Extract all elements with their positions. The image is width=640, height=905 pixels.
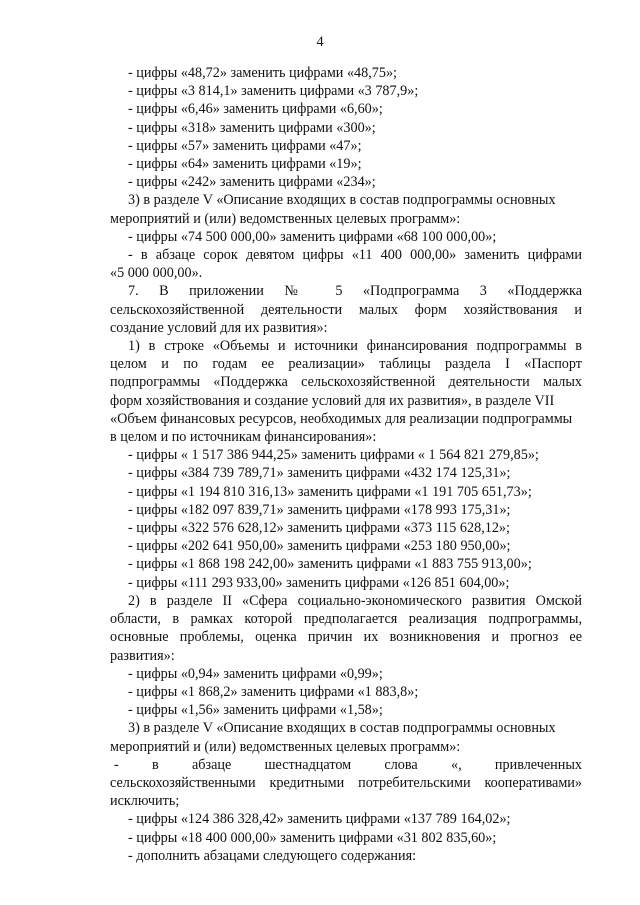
text-line: «Объем финансовых ресурсов, необходимых для реализации подпрограммы (110, 410, 573, 427)
text-line: - цифры «202 641 950,00» заменить цифрами «253 180 950,00»; (128, 538, 511, 555)
text-line: развития»: (110, 647, 175, 664)
text-line: форм хозяйствования и создание условий для их развития», в разделе VII (110, 392, 555, 409)
document-body (110, 64, 582, 865)
text-line: области, в рамках которой предполагается реализация подпрограммы, (110, 611, 582, 628)
text-line: мероприятий и (или) ведомственных целевых программ»: (110, 210, 461, 227)
text-line: сельскохозяйственной деятельности малых форм хозяйствования и (110, 301, 582, 318)
text-line: - цифры «18 400 000,00» заменить цифрами «31 802 835,60»; (128, 829, 497, 846)
text-line: исключить; (110, 793, 180, 810)
text-line: - цифры «124 386 328,42» заменить цифрами «137 789 164,02»; (128, 811, 511, 828)
text-line: - цифры «57» заменить цифрами «47»; (128, 137, 362, 154)
text-line: - цифры «1 194 810 316,13» заменить цифрами «1 191 705 651,73»; (128, 483, 532, 500)
text-line: 7. В приложении № 5 «Подпрограмма 3 «Поддержка (128, 283, 582, 300)
text-line: создание условий для их развития»: (110, 319, 328, 336)
text-line: - цифры «111 293 933,00» заменить цифрами «126 851 604,00»; (128, 574, 510, 591)
text-line: - цифры « 1 517 386 944,25» заменить цифрами « 1 564 821 279,85»; (128, 447, 539, 464)
text-line: - в абзаце сорок девятом цифры «11 400 000,00» заменить цифрами (128, 247, 582, 264)
text-line: - цифры «384 739 789,71» заменить цифрами «432 174 125,31»; (128, 465, 511, 482)
text-line: - цифры «322 576 628,12» заменить цифрами «373 115 628,12»; (128, 520, 510, 537)
text-line: - цифры «318» заменить цифрами «300»; (128, 119, 376, 136)
text-line: 2) в разделе II «Сфера социально-экономического развития Омской (128, 592, 582, 609)
text-line: подпрограммы «Поддержка сельскохозяйственной деятельности малых (110, 374, 582, 391)
text-line: основные проблемы, оценка причин их возникновения и прогноз ее (110, 629, 582, 646)
text-line: в целом и по источникам финансирования»: (110, 429, 377, 446)
text-line: - цифры «242» заменить цифрами «234»; (128, 174, 376, 191)
text-line: - цифры «0,94» заменить цифрами «0,99»; (128, 665, 383, 682)
text-line: целом и по годам ее реализации» таблицы раздела I «Паспорт (110, 356, 582, 373)
text-line: - цифры «64» заменить цифрами «19»; (128, 156, 362, 173)
text-line: - цифры «74 500 000,00» заменить цифрами «68 100 000,00»; (128, 228, 497, 245)
text-line: - дополнить абзацами следующего содержания: (128, 847, 417, 864)
text-line: 3) в разделе V «Описание входящих в состав подпрограммы основных (128, 720, 556, 737)
text-line: - цифры «6,46» заменить цифрами «6,60»; (128, 101, 383, 118)
text-line: мероприятий и (или) ведомственных целевых программ»: (110, 738, 461, 755)
text-line: «5 000 000,00». (110, 265, 203, 282)
text-line: - цифры «1,56» заменить цифрами «1,58»; (128, 702, 383, 719)
text-line: сельскохозяйственными кредитными потребительскими кооперативами» (110, 774, 582, 791)
text-line: - цифры «1 868,2» заменить цифрами «1 883,8»; (128, 683, 419, 700)
text-line: - цифры «48,72» заменить цифрами «48,75»; (128, 65, 397, 81)
text-line: - в абзаце шестнадцатом слова «, привлеченных (114, 756, 582, 773)
page-number: 4 (316, 34, 324, 50)
text-line: - цифры «182 097 839,71» заменить цифрами «178 993 175,31»; (128, 501, 511, 518)
text-line: - цифры «1 868 198 242,00» заменить цифрами «1 883 755 913,00»; (128, 556, 532, 573)
text-line: 1) в строке «Объемы и источники финансирования подпрограммы в (128, 338, 582, 355)
text-line: 3) в разделе V «Описание входящих в состав подпрограммы основных (128, 192, 556, 209)
text-line: - цифры «3 814,1» заменить цифрами «3 787,9»; (128, 83, 419, 100)
